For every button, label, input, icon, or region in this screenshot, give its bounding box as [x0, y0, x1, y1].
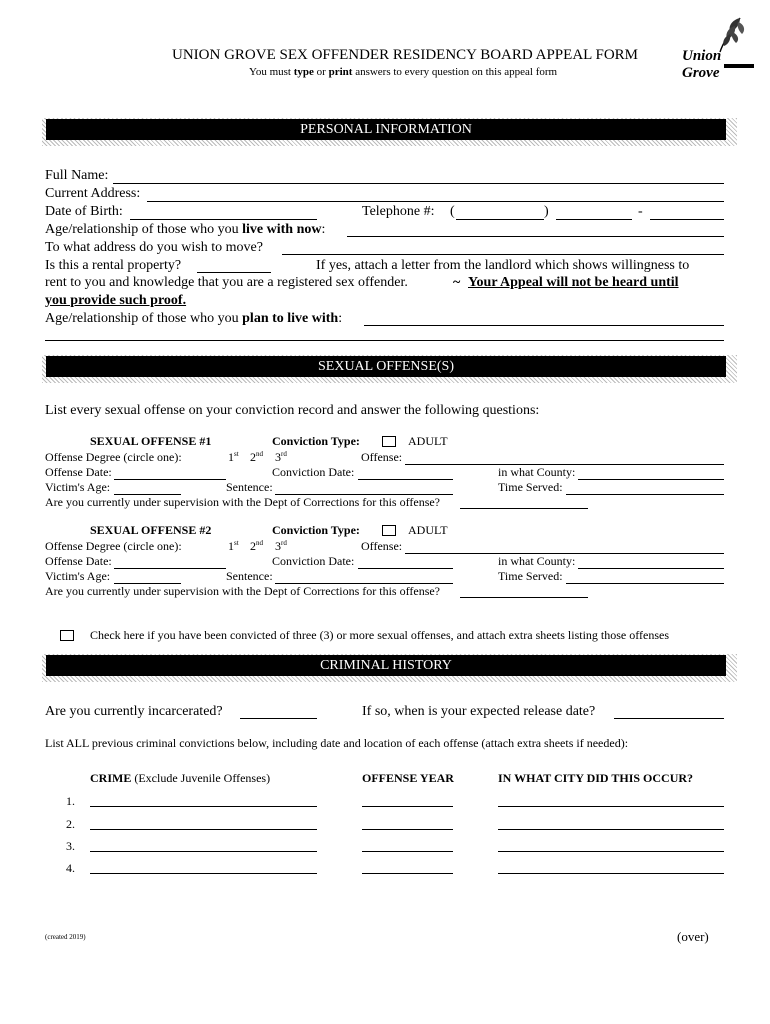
three-offenses-note: Check here if you have been convicted of three (3) or more sexual offenses, and attach extra sheets listing those offenses: [90, 628, 670, 642]
offense-1-degree-label: Offense Degree (circle one):: [45, 450, 182, 464]
age-relationship-plan-field-2[interactable]: [45, 340, 724, 341]
crime-row-4-crime-field[interactable]: [90, 873, 317, 874]
offense-2-conviction-date-label: Conviction Date:: [272, 554, 355, 568]
warning-line2: you provide such proof.: [45, 293, 187, 308]
subtitle-or: or: [313, 66, 329, 78]
offense-2-heading: SEXUAL OFFENSE #2: [90, 523, 212, 537]
rental-tilde: ~: [453, 275, 461, 290]
subtitle-text: You must: [249, 66, 294, 78]
crime-row-2-crime-field[interactable]: [90, 829, 317, 830]
plan-colon: :: [338, 311, 343, 326]
crime-header-bold: CRIME: [90, 771, 132, 785]
offense-2-adult-checkbox[interactable]: [382, 525, 396, 536]
offense-1-supervision-field[interactable]: [460, 508, 588, 509]
created-note: (created 2019): [45, 933, 86, 941]
over-note: (over): [677, 929, 709, 944]
offense-1-supervision-label: Are you currently under supervision with the Dept of Corrections for this offense?: [45, 495, 441, 509]
dob-field[interactable]: [130, 219, 317, 220]
plan-text: Age/relationship of those who you: [45, 311, 243, 326]
age-relationship-now-label: [45, 222, 325, 238]
crime-column-header: [90, 771, 270, 786]
logo-ribbon: [724, 64, 754, 68]
deg-num: 2: [250, 539, 256, 553]
plan-bold: plan to live with: [242, 311, 339, 326]
offense-2-time-served-label: Time Served:: [498, 569, 563, 583]
age-relationship-now-field[interactable]: [347, 236, 724, 237]
dob-label: Date of Birth:: [45, 204, 123, 219]
crime-row-3-city-field[interactable]: [498, 851, 724, 852]
current-address-field[interactable]: [147, 201, 724, 202]
offense-2-supervision-label: Are you currently under supervision with the Dept of Corrections for this offense?: [45, 584, 441, 598]
offense-1-sentence-label: Sentence:: [226, 480, 273, 494]
offense-2-time-served-field[interactable]: [566, 583, 724, 584]
offense-1-county-label: in what County:: [498, 465, 576, 479]
offense-1-time-served-label: Time Served:: [498, 480, 563, 494]
age-rel-bold: live with now: [242, 222, 322, 237]
banner-title: SEXUAL OFFENSE(S): [46, 356, 726, 377]
offense-1-victim-age-label: Victim's Age:: [45, 480, 111, 494]
offense-year-column-header: OFFENSE YEAR: [362, 771, 454, 785]
age-rel-colon: :: [321, 222, 326, 237]
logo-text: Union Grove: [682, 48, 722, 81]
telephone-label: Telephone #:: [362, 204, 435, 219]
deg-sup: rd: [281, 450, 287, 458]
offense-1-conviction-type-label: Conviction Type:: [272, 434, 360, 448]
incarcerated-field[interactable]: [240, 718, 317, 719]
offense-1-date-label: Offense Date:: [45, 465, 112, 479]
deg-num: 1: [228, 539, 234, 553]
deg-num: 1: [228, 450, 234, 464]
crime-row-4-city-field[interactable]: [498, 873, 724, 874]
crime-row-number: 4.: [66, 861, 75, 875]
offense-2-degree-1[interactable]: [228, 539, 239, 554]
crime-header-note: (Exclude Juvenile Offenses): [131, 771, 271, 785]
offense-2-county-label: in what County:: [498, 554, 576, 568]
convictions-note: List ALL previous criminal convictions below, including date and location of each offense (attach extra sheets if needed):: [45, 736, 629, 750]
offense-1-time-served-field[interactable]: [566, 494, 724, 495]
tel-prefix-field[interactable]: [556, 219, 632, 220]
age-rel-text: Age/relationship of those who you: [45, 222, 243, 237]
offense-2-conviction-type-label: Conviction Type:: [272, 523, 360, 537]
offense-2-date-label: Offense Date:: [45, 554, 112, 568]
deg-sup: rd: [281, 539, 287, 547]
age-relationship-plan-label: [45, 311, 342, 327]
union-grove-logo: [680, 10, 760, 81]
deg-sup: nd: [256, 450, 263, 458]
offenses-intro: List every sexual offense on your conviction record and answer the following questions:: [45, 403, 540, 418]
offense-1-conviction-date-label: Conviction Date:: [272, 465, 355, 479]
crime-row-1-year-field[interactable]: [362, 806, 453, 807]
deg-num: 3: [275, 539, 281, 553]
offense-2-county-field[interactable]: [578, 568, 724, 569]
crime-row-number: 1.: [66, 794, 75, 808]
tel-open-paren: (: [450, 204, 455, 219]
rental-field[interactable]: [197, 272, 271, 273]
crime-row-3-crime-field[interactable]: [90, 851, 317, 852]
offense-1-heading: SEXUAL OFFENSE #1: [90, 434, 212, 448]
rental-label: Is this a rental property?: [45, 258, 182, 273]
crime-row-number: 3.: [66, 839, 75, 853]
rental-note-line1: If yes, attach a letter from the landlord which shows willingness to: [316, 258, 690, 273]
offense-2-offense-label: Offense:: [361, 539, 403, 553]
offense-2-sentence-label: Sentence:: [226, 569, 273, 583]
offense-1-degree-1[interactable]: [228, 450, 239, 465]
subtitle-type: type: [293, 66, 314, 78]
subtitle-post: answers to every question on this appeal form: [352, 66, 558, 78]
crime-row-3-year-field[interactable]: [362, 851, 453, 852]
crime-row-2-city-field[interactable]: [498, 829, 724, 830]
full-name-field[interactable]: [113, 183, 724, 184]
offense-1-county-field[interactable]: [578, 479, 724, 480]
release-date-field[interactable]: [614, 718, 724, 719]
age-relationship-plan-field[interactable]: [364, 325, 724, 326]
offense-1-adult-checkbox[interactable]: [382, 436, 396, 447]
offense-2-victim-age-label: Victim's Age:: [45, 569, 111, 583]
incarcerated-label: Are you currently incarcerated?: [45, 704, 223, 719]
full-name-label: Full Name:: [45, 168, 109, 183]
warning-line1: Your Appeal will not be heard until: [468, 275, 679, 290]
three-offenses-checkbox[interactable]: [60, 630, 74, 641]
sexual-offenses-banner: [42, 355, 737, 383]
criminal-history-banner: [42, 654, 737, 682]
crime-row-1-crime-field[interactable]: [90, 806, 317, 807]
offense-1-offense-label: Offense:: [361, 450, 403, 464]
tel-close-paren: ): [544, 204, 549, 219]
city-column-header: IN WHAT CITY DID THIS OCCUR?: [498, 771, 694, 785]
crime-row-2-year-field[interactable]: [362, 829, 453, 830]
page-title: UNION GROVE SEX OFFENDER RESIDENCY BOARD APPEAL FORM: [172, 47, 639, 63]
tel-line-field[interactable]: [650, 219, 724, 220]
release-date-label: If so, when is your expected release date?: [362, 704, 596, 719]
personal-info-banner: [42, 118, 737, 146]
banner-title: CRIMINAL HISTORY: [46, 655, 726, 676]
offense-2-degree-2[interactable]: [250, 539, 263, 554]
offense-2-degree-label: Offense Degree (circle one):: [45, 539, 182, 553]
offense-2-date-field[interactable]: [114, 568, 226, 569]
offense-1-degree-2[interactable]: [250, 450, 263, 465]
move-address-field[interactable]: [282, 254, 724, 255]
offense-1-degree-3[interactable]: [275, 450, 287, 465]
offense-1-adult-label: ADULT: [408, 434, 448, 448]
crime-row-number: 2.: [66, 817, 75, 831]
subtitle-print: print: [328, 66, 353, 78]
offense-2-conviction-date-field[interactable]: [358, 568, 453, 569]
banner-title: PERSONAL INFORMATION: [46, 119, 726, 140]
offense-2-degree-3[interactable]: [275, 539, 287, 554]
offense-2-supervision-field[interactable]: [460, 597, 588, 598]
tel-dash: -: [638, 204, 643, 219]
crime-row-4-year-field[interactable]: [362, 873, 453, 874]
crime-row-1-city-field[interactable]: [498, 806, 724, 807]
deg-sup: st: [234, 450, 239, 458]
offense-1-date-field[interactable]: [114, 479, 226, 480]
offense-1-conviction-date-field[interactable]: [358, 479, 453, 480]
deg-sup: st: [234, 539, 239, 547]
rental-note-line2: rent to you and knowledge that you are a registered sex offender.: [45, 275, 408, 290]
move-address-label: To what address do you wish to move?: [45, 240, 263, 255]
current-address-label: Current Address:: [45, 186, 141, 201]
deg-num: 3: [275, 450, 281, 464]
page-subtitle: [249, 66, 557, 78]
deg-sup: nd: [256, 539, 263, 547]
offense-2-adult-label: ADULT: [408, 523, 448, 537]
deg-num: 2: [250, 450, 256, 464]
tel-area-code-field[interactable]: [456, 219, 544, 220]
